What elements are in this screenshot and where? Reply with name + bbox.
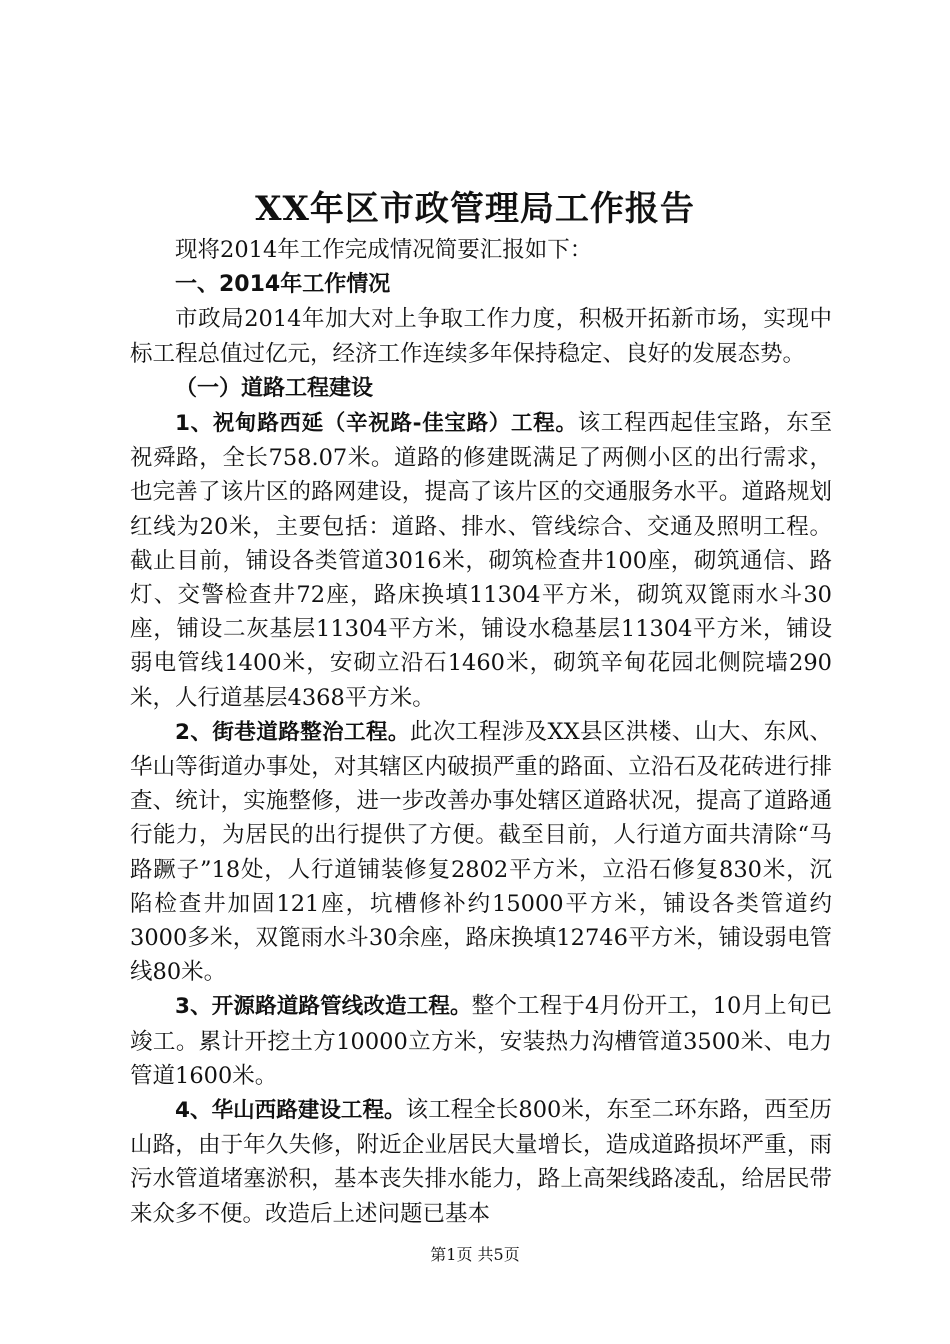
item-text: 该工程全长800米，东至二环东路，西至历山路，由于年久失修，附近企业居民大量增长，造成道路损坏严重，雨污水管道堵塞淤积，基本丧失排水能力，路上高架线路凌乱，给居民带来众多不便。改造后上述问题已基本 bbox=[130, 1097, 832, 1227]
page-footer: 第1页 共5页 bbox=[430, 1245, 520, 1264]
intro-paragraph: 现将2014年工作完成情况简要汇报如下： bbox=[175, 237, 593, 263]
document-body bbox=[130, 233, 832, 1231]
item-paragraph bbox=[130, 406, 832, 715]
section-heading bbox=[130, 267, 832, 302]
item-title: 2、街巷道路整治工程。 bbox=[175, 719, 410, 745]
document-title: XX年区市政管理局工作报告 bbox=[255, 189, 695, 229]
item-paragraph bbox=[130, 715, 832, 990]
subsection-heading-text: （一）道路工程建设 bbox=[175, 375, 374, 401]
section-paragraph: 市政局2014年加大对上争取工作力度，积极开拓新市场，实现中标工程总值过亿元，经济工作连续多年保持稳定、良好的发展态势。 bbox=[130, 306, 832, 367]
item-text: 整个工程于4月份开工，10月上旬已竣工。累计开挖土方10000立方米，安装热力沟槽管道3500米、电力管道1600米。 bbox=[130, 993, 832, 1089]
item-title: 3、开源路道路管线改造工程。 bbox=[175, 994, 472, 1020]
item-text: 该工程西起佳宝路，东至祝舜路，全长758.07米。道路的修建既满足了两侧小区的出行需求，也完善了该片区的路网建设，提高了该片区的交通服务水平。道路规划红线为20米，主要包括：道路、排水、管线综合、交通及照明工程。截止目前，铺设各类管道3016米，砌筑检查井100座，砌筑通信、路灯、交警检查井72座，路床换填11304平方米，砌筑双篦雨水斗30座，铺设二灰基层11304平方米，铺设水稳基层11304平方米，铺设弱电管线1400米，安砌立沿石1460米，砌筑辛甸花园北侧院墙290米，人行道基层4368平方米。 bbox=[130, 410, 832, 711]
section-heading-text: 一、2014年工作情况 bbox=[175, 272, 391, 298]
item-paragraph bbox=[130, 989, 832, 1093]
item-paragraph bbox=[130, 1093, 832, 1231]
subsection-heading bbox=[130, 371, 832, 406]
item-text: 此次工程涉及XX县区洪楼、山大、东风、华山等街道办事处，对其辖区内破损严重的路面、立沿石及花砖进行排查、统计，实施整修，进一步改善办事处辖区道路状况，提高了道路通行能力，为居民的出行提供了方便。截至目前，人行道方面共清除“马路蹶子”18处，人行道铺装修复2802平方米，立沿石修复830米，沉陷检查井加固121座，坑槽修补约15000平方米，铺设各类管道约3000多米，双篦雨水斗30余座，路床换填12746平方米，铺设弱电管线80米。 bbox=[130, 718, 832, 986]
item-title: 4、华山西路建设工程。 bbox=[175, 1098, 406, 1124]
item-title: 1、祝甸路西延（辛祝路-佳宝路）工程。 bbox=[175, 411, 578, 437]
